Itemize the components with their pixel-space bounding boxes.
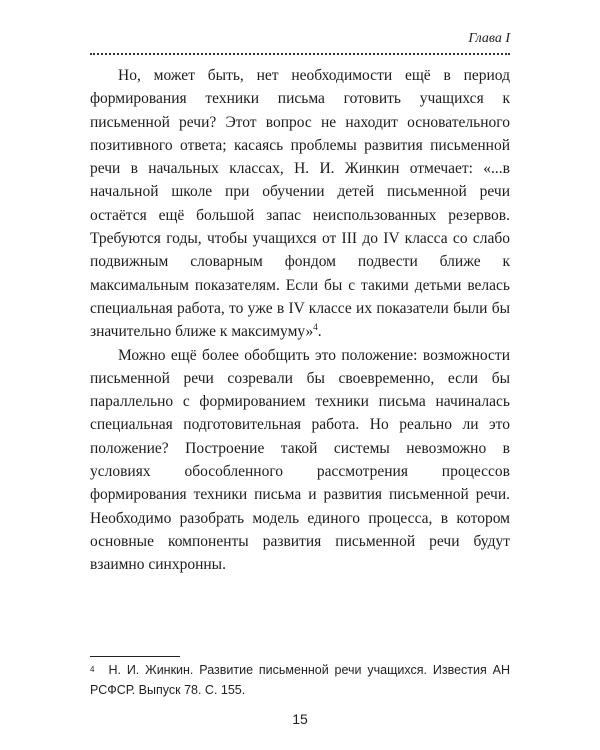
footnote-reference: 4 xyxy=(313,322,318,333)
page-number: 15 xyxy=(292,711,308,727)
footnote-mark: 4 xyxy=(90,665,95,674)
paragraph-1-text: Но, может быть, нет необходимости ещё в период формирования техники письма готовить учащихся к письменной речи? Этот вопрос не находит основательного позитивного ответа; касаясь проблемы развития письменной речи в начальных классах, Н. И. Жинкин отмечает: «...в начальной школе при обучении детей письменной речи остаётся ещё большой запас неиспользованных резервов. Требуются годы, чтобы учащихся от III до IV класса со слабо подвижным словарным фондом подвести ближе к максимальным показателям. Если бы с такими детьми велась специальная работа, то уже в IV классе их показатели были бы значительно ближе к максимуму» xyxy=(90,67,510,341)
running-header xyxy=(90,31,510,55)
footnote xyxy=(90,660,510,700)
footnote-separator xyxy=(90,656,180,657)
chapter-title: Глава I xyxy=(468,31,510,46)
paragraph-2: Можно ещё более обобщить это положение: возможности письменной речи созревали бы своевременно, если бы параллельно с формированием техники письма начиналась специальная подготовительная работа. Но реально ли это положение? Построение такой системы невозможно в условиях обособленного рассмотрения процессов формирования техники письма и развития письменной речи. Необходимо разобрать модель единого процесса, в котором основные компоненты развития письменной речи будут взаимно синхронны. xyxy=(90,346,510,574)
footnote-text: Н. И. Жинкин. Развитие письменной речи учащихся. Известия АН РСФСР. Выпуск 78. С. 155. xyxy=(90,663,510,697)
paragraph-1-end: . xyxy=(317,323,322,341)
main-text xyxy=(90,64,510,577)
paragraph-1 xyxy=(90,64,510,344)
